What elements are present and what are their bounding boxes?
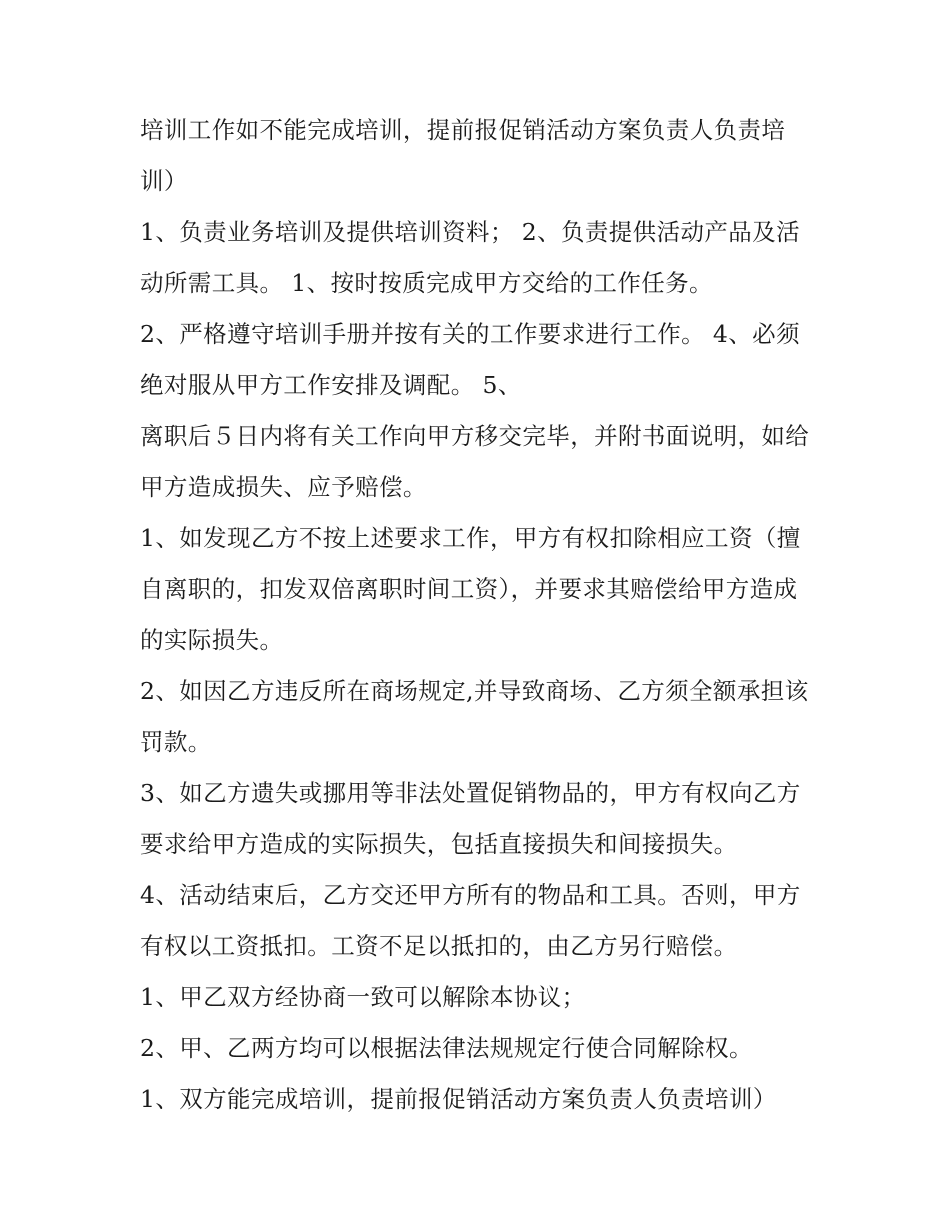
paragraph-1: 培训工作如不能完成培训，提前报促销活动方案负责人负责培训） (140, 116, 786, 195)
paragraph-6: 2、如因乙方违反所在商场规定,并导致商场、乙方须全额承担该罚款。 (140, 677, 809, 756)
paragraph-8: 4、活动结束后，乙方交还甲方所有的物品和工具。否则，甲方有权以工资抵扣。工资不足以抵扣的，由乙方另行赔偿。 (140, 881, 801, 960)
paragraph-2: 1、负责业务培训及提供培训资料； 2、负责提供活动产品及活动所需工具。 1、按时按质完成甲方交给的工作任务。 (140, 218, 800, 297)
paragraph-5: 1、如发现乙方不按上述要求工作，甲方有权扣除相应工资（擅自离职的，扣发双倍离职时间工资），并要求其赔偿给甲方造成的实际损失。 (140, 524, 801, 654)
paragraph-11: 1、双方能完成培训，提前报促销活动方案负责人负责培训） (140, 1085, 777, 1113)
paragraph-9: 1、甲乙双方经协商一致可以解除本协议； (140, 983, 586, 1011)
paragraph-3: 2、严格遵守培训手册并按有关的工作要求进行工作。 4、必须绝对服从甲方工作安排及调配。 5、 (140, 320, 800, 399)
paragraph-4: 离职后５日内将有关工作向甲方移交完毕，并附书面说明，如给甲方造成损失、应予赔偿。 (140, 422, 810, 501)
document-body (140, 105, 820, 1125)
paragraph-7: 3、如乙方遗失或挪用等非法处置促销物品的，甲方有权向乙方要求给甲方造成的实际损失，包括直接损失和间接损失。 (140, 779, 801, 858)
paragraph-10: 2、甲、乙两方均可以根据法律法规规定行使合同解除权。 (140, 1034, 753, 1062)
